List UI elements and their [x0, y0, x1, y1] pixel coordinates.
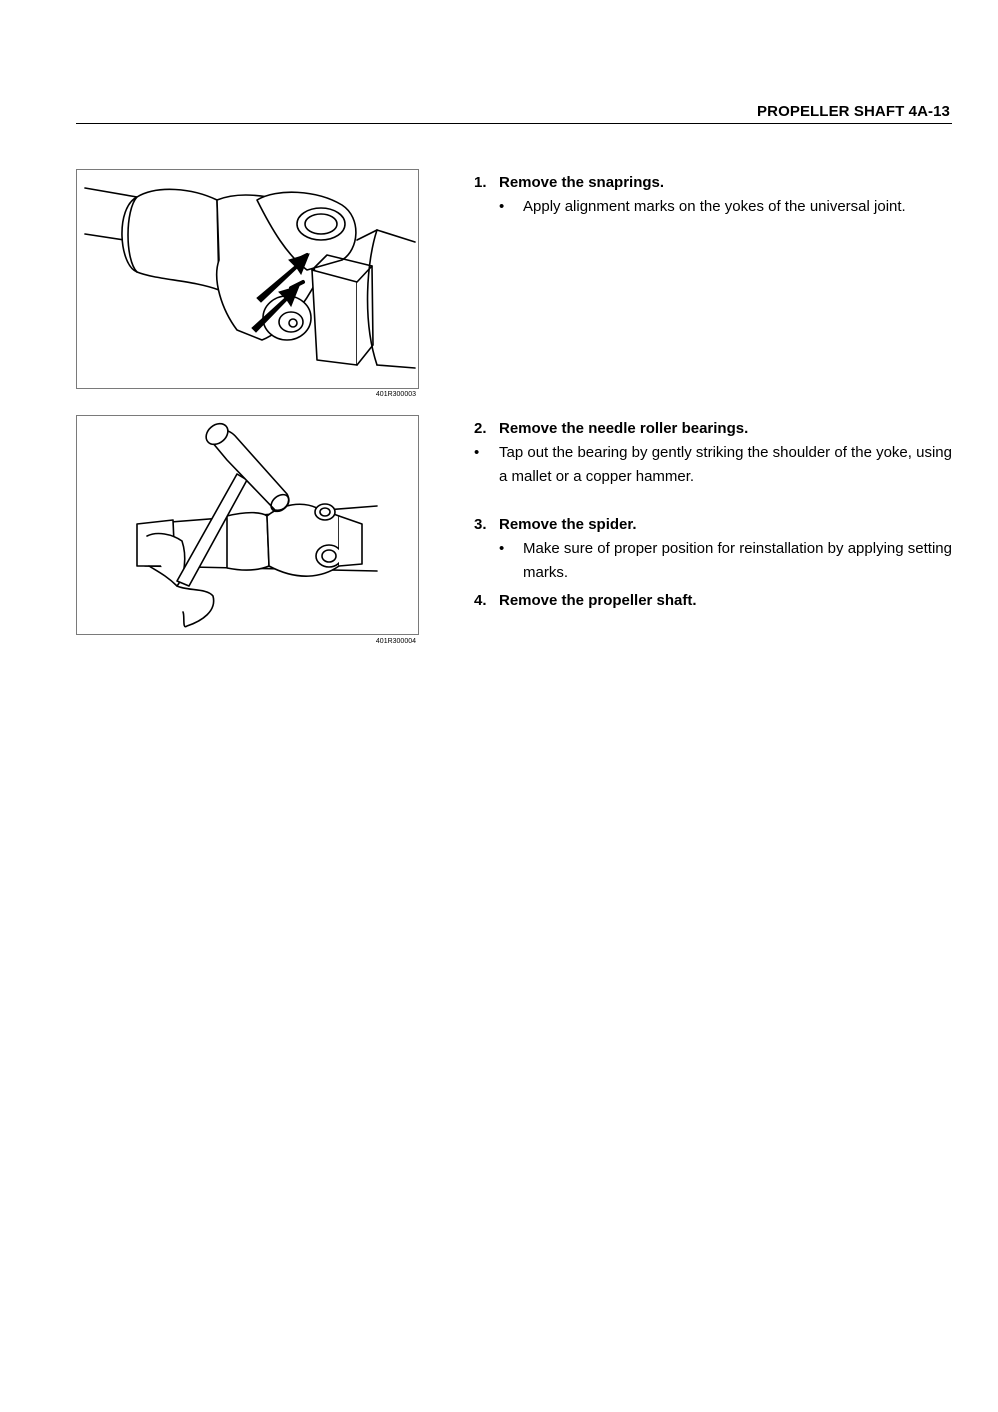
hammer-illustration: [77, 416, 418, 634]
step-number: 1.: [474, 174, 487, 191]
step-number: 2.: [474, 420, 487, 437]
step-title: Remove the spider.: [499, 516, 637, 533]
step-heading: [474, 513, 952, 537]
bullet-icon: •: [499, 540, 505, 557]
bullet-icon: •: [499, 198, 505, 215]
step-heading: [474, 171, 952, 195]
figure-code: 401R300003: [375, 391, 416, 398]
step-title: Remove the needle roller bearings.: [499, 420, 749, 437]
step-4: [474, 589, 952, 613]
page-title: PROPELLER SHAFT 4A-13: [757, 103, 950, 120]
step-heading: [474, 589, 952, 613]
figure-bearing-removal: [76, 415, 419, 635]
universal-joint-illustration: [77, 170, 418, 388]
bullet-text: Apply alignment marks on the yokes of the universal joint.: [523, 198, 906, 215]
step-heading: [474, 417, 952, 441]
header-divider: [76, 123, 952, 124]
step-2: [474, 417, 952, 489]
figure-snapring-removal: [76, 169, 419, 389]
step-number: 4.: [474, 592, 487, 609]
figure-code: 401R300004: [375, 638, 416, 645]
step-bullet: [474, 441, 952, 489]
bullet-text: Tap out the bearing by gently striking the shoulder of the yoke, using a mallet or a copper hammer.: [499, 444, 952, 485]
step-bullet: [474, 537, 952, 585]
step-bullet: [474, 195, 952, 219]
bullet-icon: •: [474, 444, 480, 461]
bullet-text: Make sure of proper position for reinstallation by applying setting marks.: [523, 540, 952, 581]
step-title: Remove the snaprings.: [499, 174, 665, 191]
step-1: [474, 171, 952, 219]
step-title: Remove the propeller shaft.: [499, 592, 697, 609]
step-3: [474, 513, 952, 585]
step-number: 3.: [474, 516, 487, 533]
